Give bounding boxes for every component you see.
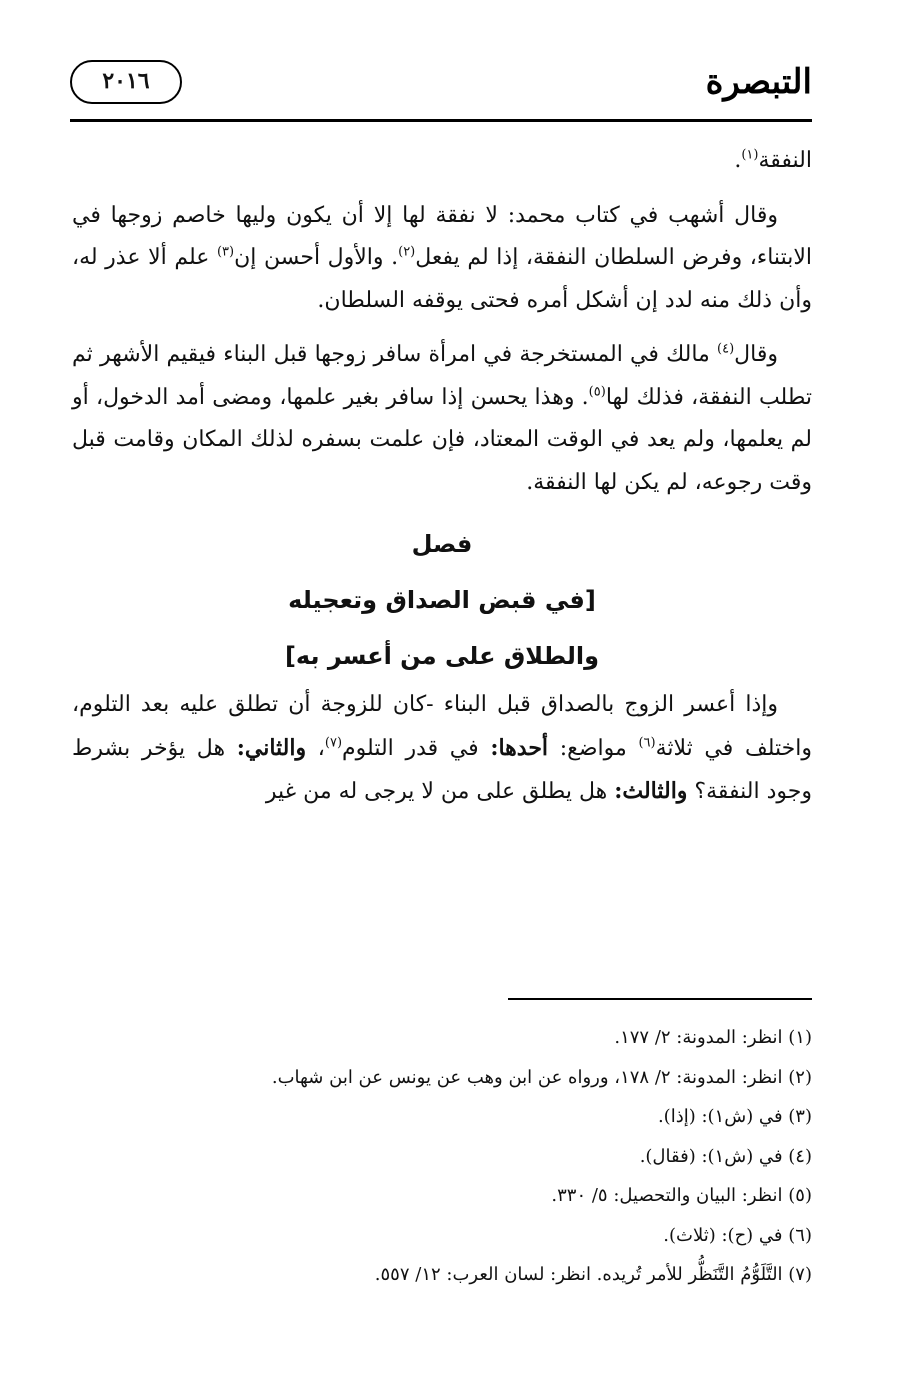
paragraph-3: وإذا أعسر الزوج بالصداق قبل البناء -كان للزوجة أن تطلق عليه بعد التلوم، واختلف في ثلاثة$^{(٦)}$ مواضع: أحدها: في قدر التلوم$^{(٧)}$، والثاني: هل يؤخر بشرط وجود النفقة؟ والثالث: هل يطلق على من لا يرجى له من غير: [72, 692, 812, 804]
footnote-1: (١) انظر: المدونة: ٢/ ١٧٧.: [614, 1027, 812, 1048]
term-first: أحدها:: [490, 734, 549, 761]
footnote-3: (٣) في (ش١): (إذا).: [657, 1106, 812, 1127]
footnote-5: (٥) انظر: البيان والتحصيل: ٥/ ٣٣٠.: [551, 1185, 812, 1206]
section-subtitle-line-1: [في قبض الصداق وتعجيله: [288, 586, 596, 614]
footnote-ref-7[interactable]: (٧): [324, 735, 343, 751]
footnote-2: (٢) انظر: المدونة: ٢/ ١٧٨، ورواه عن ابن وهب عن يونس عن ابن شهاب.: [271, 1066, 812, 1088]
section-heading: فصل: [411, 530, 473, 558]
footnote-ref-3[interactable]: (٣): [216, 244, 235, 260]
footnote-ref-6[interactable]: (٦): [638, 735, 656, 751]
footnote-4: (٤) في (ش١): (فقال).: [639, 1145, 812, 1167]
section-subtitle-line-2: والطلاق على من أعسر به]: [284, 642, 600, 670]
footnote-separator: [508, 998, 812, 1000]
footnote-7: (٧) التَّلَوُّمُ التَّنَظُّر للأمر تُريده. انظر: لسان العرب: ١٢/ ٥٥٧.: [374, 1264, 812, 1285]
term-third: والثالث:: [614, 778, 688, 804]
paragraph-1: وقال أشهب في كتاب محمد: لا نفقة لها إلا أن يكون وليها خاصم زوجها في الابتناء، وفرض السلطان النفقة، إذا لم يفعل$^{(٢)}$. والأول أحسن إن$^{(٣)}$ علم ألا عذر له، وأن ذلك منه لدد إن أشكل أمره فحتى يوقفه السلطان.: [72, 202, 812, 313]
footnote-6: (٦) في (ح): (ثلاث).: [663, 1224, 812, 1246]
page-header: [70, 52, 812, 122]
term-second: والثاني:: [236, 734, 307, 761]
footnote-ref-1[interactable]: (١): [741, 147, 759, 163]
footnote-ref-2[interactable]: (٢): [398, 244, 416, 260]
footnotes-list: [72, 1018, 812, 1295]
book-title: التبصرة: [705, 62, 812, 102]
footnote-ref-4[interactable]: (٤): [717, 341, 735, 357]
paragraph-2: وقال$^{(٤)}$ مالك في المستخرجة في امرأة سافر زوجها قبل البناء فيقيم الأشهر ثم تطلب النفقة، فذلك لها$^{(٥)}$. وهذا يحسن إذا سافر بغير علمها، ومضى أمد الدخول، أو لم يعلمها، ولم يعد في الوقت المعتاد، فإن علمت بسفره لذلك المكان وقامت قبل وقت رجوعه، لم يكن لها النفقة.: [72, 341, 813, 495]
page-number-badge: ٢٠١٦: [70, 60, 182, 104]
main-text: [72, 140, 812, 814]
paragraph-0: النفقة$^{(١)}$.: [734, 147, 812, 173]
footnote-ref-5[interactable]: (٥): [588, 384, 606, 400]
header-rule: [70, 119, 812, 122]
